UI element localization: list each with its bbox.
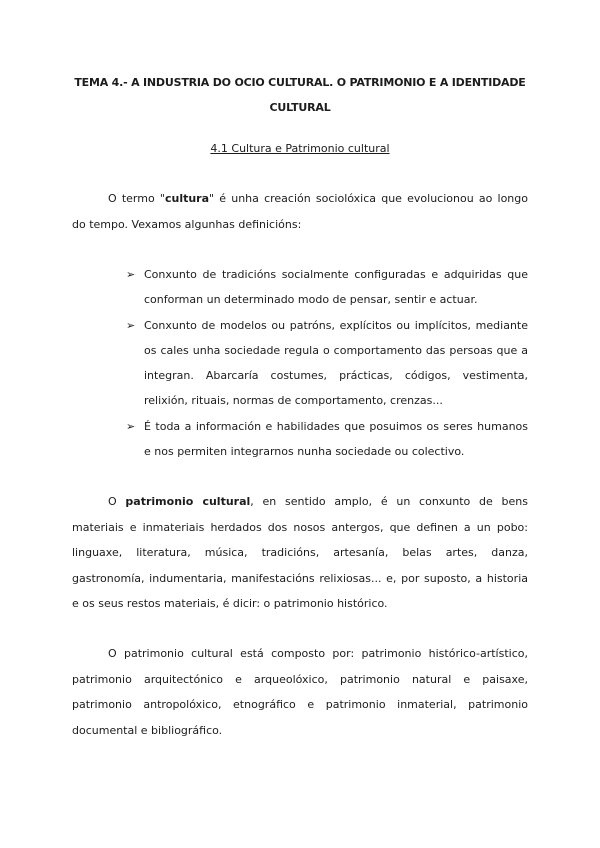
paragraph-text: O — [108, 495, 126, 508]
list-item — [126, 262, 528, 313]
list-item — [126, 414, 528, 465]
list-item-text: Conxunto de tradicións socialmente configuradas e adquiridas que conforman un determinado modo de pensar, sentir e actuar. — [144, 268, 528, 307]
paragraph-text: " é unha creación sociolóxica que evolucionou ao longo do tempo. Vexamos algunhas definicións: — [72, 192, 528, 231]
paragraph-cultura-intro — [72, 186, 528, 237]
paragraph-patrimonio-composition: O patrimonio cultural está composto por: patrimonio histórico-artístico, patrimonio arquitectónico e arqueolóxico, patrimonio natural e paisaxe, patrimonio antropolóxico, etnográfico e patrimonio inmaterial, patrimonio documental e bibliográfico. — [72, 647, 528, 737]
paragraph-text: O termo " — [108, 192, 165, 205]
arrow-bullet-icon: ➢ — [126, 419, 136, 433]
term-cultura: cultura — [164, 192, 210, 205]
list-item — [126, 313, 528, 414]
list-item-text: Conxunto de modelos ou patróns, explícitos ou implícitos, mediante os cales unha sociedade regula o comportamento das persoas que a integran. Abarcaría costumes, prácticas, códigos, vestimenta, relixión, rituais, normas de comportamento, crenzas... — [144, 318, 528, 408]
arrow-bullet-icon: ➢ — [126, 318, 136, 332]
document-title: TEMA 4.- A INDUSTRIA DO OCIO CULTURAL. O PATRIMONIO E A IDENTIDADE CULTURAL — [74, 76, 526, 114]
section-heading: 4.1 Cultura e Patrimonio cultural — [210, 142, 390, 155]
term-patrimonio-cultural: patrimonio cultural — [125, 495, 251, 508]
paragraph-text: , en sentido amplo, é un conxunto de bens materiais e inmateriais herdados dos nosos antergos, que definen a un pobo: linguaxe, literatura, música, tradicións, artesanía, belas artes, danza, gastronomía, indumentaria, manifestacións relixiosas... e, por suposto, a historia e os seus restos materiais, é dicir: o patrimonio histórico. — [72, 495, 529, 610]
definitions-list — [126, 262, 528, 464]
arrow-bullet-icon: ➢ — [126, 268, 136, 281]
paragraph-patrimonio — [72, 489, 528, 617]
list-item-text: É toda a información e habilidades que posuimos os seres humanos e nos permiten integrarnos nunha sociedade ou colectivo. — [144, 419, 528, 459]
